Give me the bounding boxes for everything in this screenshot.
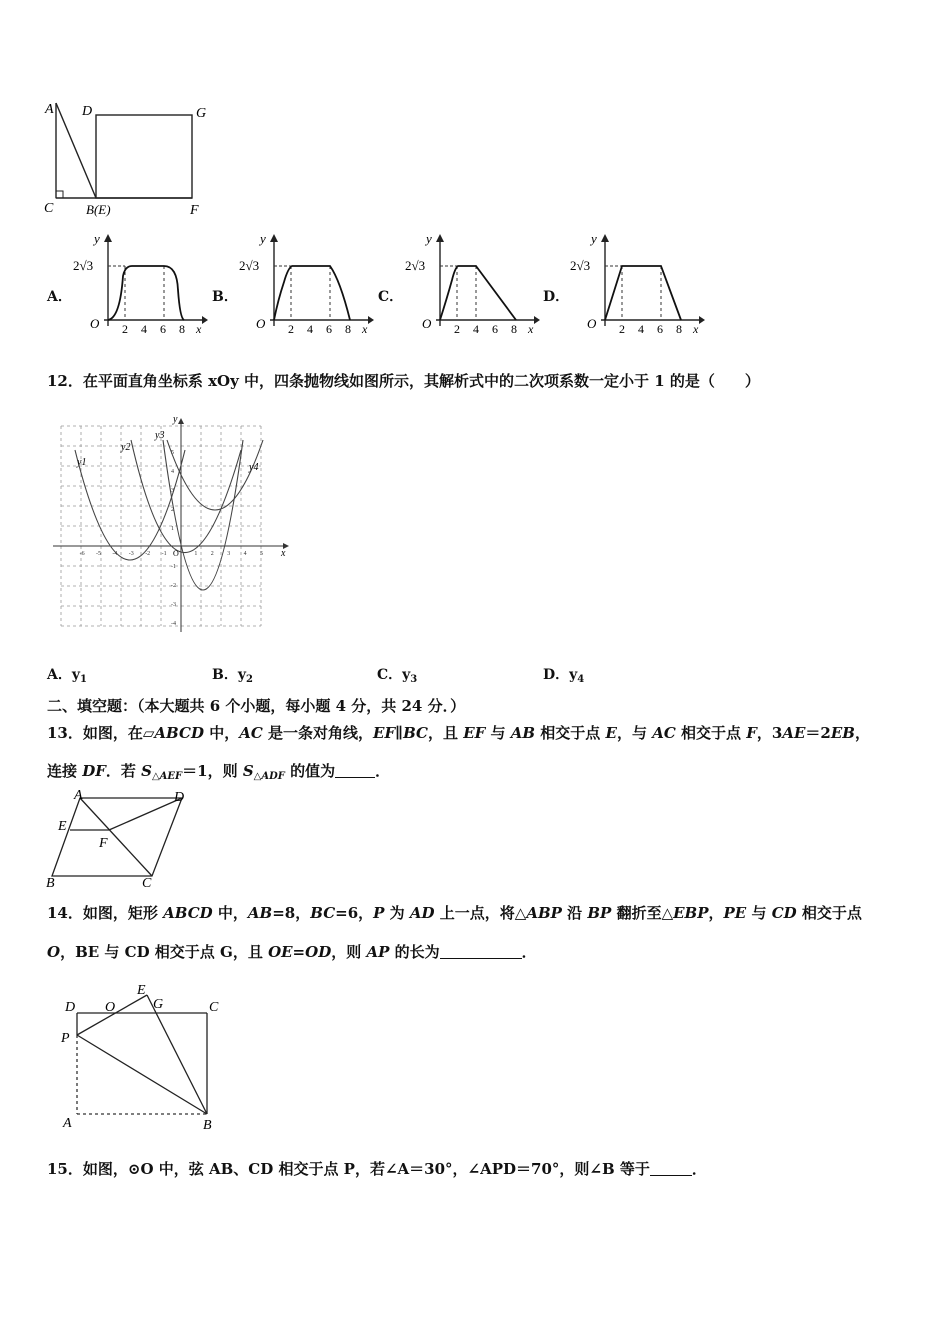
t: =6，: [335, 904, 374, 922]
t: ．: [375, 762, 391, 780]
parabola-y2: [131, 440, 241, 553]
origin-label: O: [256, 316, 266, 331]
value-label: 2√3: [73, 258, 94, 273]
label-d: D: [65, 1000, 76, 1015]
q14-line-2: [47, 941, 537, 962]
tick-8: 8: [345, 322, 351, 335]
m: BC: [310, 904, 336, 922]
y-label: y: [426, 231, 432, 246]
q11-option-a-graph: [70, 230, 210, 339]
diagonal-ac: [80, 798, 152, 876]
q11-option-a-letter[interactable]: A．: [47, 289, 72, 305]
q13-line-2: [47, 760, 390, 782]
t: 沿: [561, 904, 588, 922]
option-var: y: [569, 667, 578, 683]
x-label: x: [362, 322, 368, 335]
option-sub: 2: [245, 674, 253, 685]
value-label: 2√3: [570, 258, 591, 273]
t: 是一条对角线，: [262, 724, 374, 742]
x-tick-label: -6: [79, 551, 85, 557]
t: 相交于点: [535, 724, 606, 742]
label-a: A: [45, 102, 54, 117]
y-arrow: [178, 418, 184, 424]
label-e: E: [137, 983, 146, 998]
label-e: E: [58, 819, 67, 834]
t: ，与: [616, 724, 653, 742]
x-label: x: [528, 322, 534, 335]
label-d: D: [174, 790, 185, 805]
q11-option-d-letter[interactable]: D．: [543, 289, 570, 305]
tick-4: 4: [141, 322, 147, 335]
graph-curve: [274, 266, 350, 320]
q12-option-a[interactable]: [47, 664, 87, 685]
label-d: D: [82, 104, 93, 119]
y-tick-label: -1: [171, 564, 176, 570]
m: ABP: [526, 904, 562, 922]
y-arrow: [104, 234, 112, 242]
answer-blank[interactable]: [335, 763, 375, 778]
label-a: A: [74, 788, 83, 803]
label-be: B(E): [86, 202, 111, 217]
m: DF: [82, 762, 106, 780]
section-2-title: 二、填空题：（本大题共 6 个小题，每小题 4 分，共 24 分．）: [47, 697, 466, 715]
q12-parabola-svg: [45, 410, 295, 635]
tick-2: 2: [619, 322, 625, 335]
y-label: y: [260, 231, 266, 246]
t: 相交于点: [675, 724, 747, 742]
answer-blank[interactable]: [440, 944, 522, 959]
y-tick-label: -2: [171, 583, 176, 589]
t: 的长为: [389, 943, 440, 961]
t: 中，: [212, 904, 248, 922]
tick-8: 8: [179, 322, 185, 335]
m: AE: [782, 724, 806, 742]
q15-text: [47, 1158, 707, 1179]
t: ，3: [756, 724, 783, 742]
m: AB: [247, 904, 273, 922]
m: AC: [652, 724, 676, 742]
m: BC: [403, 724, 428, 742]
label-p: P: [61, 1031, 70, 1046]
label-a: A: [63, 1116, 72, 1131]
x-label: x: [693, 322, 699, 335]
t: 的值为: [284, 762, 336, 780]
tick-4: 4: [473, 322, 479, 335]
x-tick-label: -4: [112, 551, 118, 557]
m: O: [47, 943, 61, 961]
y-label: y: [591, 231, 597, 246]
tick-6: 6: [492, 322, 498, 335]
q12-text: 12．在平面直角坐标系 xOy 中，四条抛物线如图所示，其解析式中的二次项系数一定小于 1 的是（ ）: [47, 372, 760, 390]
t: ＝1，则: [182, 762, 243, 780]
origin-label: O: [587, 316, 597, 331]
x-label: x: [196, 322, 202, 335]
q14-rectangle-figure: [55, 978, 235, 1142]
x-tick-label: -5: [96, 551, 101, 557]
y-tick-label: -4: [171, 621, 176, 627]
m: ABCD: [163, 904, 213, 922]
tick-6: 6: [657, 322, 663, 335]
m: S: [141, 762, 152, 780]
x-arrow: [534, 316, 540, 324]
label-y1: y1: [77, 457, 87, 468]
t: 翻折至△: [611, 904, 674, 922]
y-tick-label: 2: [171, 507, 174, 513]
label-y2: y2: [121, 442, 131, 453]
label-o: O: [105, 1000, 116, 1015]
x-label: x: [281, 548, 286, 559]
option-var: y: [71, 667, 81, 683]
m: EB: [830, 724, 855, 742]
m: OE=OD: [268, 943, 332, 961]
x-tick-label: 5: [260, 551, 263, 557]
t: ，则: [331, 943, 367, 961]
t: 连接: [47, 762, 83, 780]
t: ，BE 与 CD 相交于点 G，且: [60, 943, 269, 961]
right-angle-mark: [56, 191, 63, 198]
x-tick-label: 2: [210, 551, 214, 557]
answer-blank[interactable]: [650, 1161, 692, 1176]
t: ．: [521, 943, 537, 961]
t: ，: [854, 724, 870, 742]
q12-option-c[interactable]: [377, 664, 417, 685]
m: EF: [373, 724, 396, 742]
option-sub: 3: [410, 674, 418, 685]
graph-curve: [440, 266, 516, 320]
tick-2: 2: [454, 322, 460, 335]
t: ．若: [105, 762, 142, 780]
x-tick-label: 4: [243, 551, 247, 557]
m: AP: [366, 943, 390, 961]
tick-6: 6: [326, 322, 332, 335]
q11-option-c-letter[interactable]: C．: [378, 289, 404, 305]
label-g: G: [153, 997, 164, 1012]
m: AD: [409, 904, 435, 922]
m: PE: [723, 904, 747, 922]
y-arrow: [436, 234, 444, 242]
m: F: [746, 724, 757, 742]
origin-label: O: [422, 316, 432, 331]
t: 14．如图，矩形: [47, 904, 164, 922]
label-f: F: [99, 836, 108, 851]
option-letter: C．: [377, 667, 403, 683]
q11-option-b-graph: [236, 230, 376, 339]
x-tick-label: -2: [145, 551, 151, 557]
m: S: [242, 762, 254, 780]
option-var: y: [237, 667, 246, 683]
label-g: G: [196, 106, 207, 121]
m: EBP: [673, 904, 709, 922]
t: ，: [708, 904, 724, 922]
x-ticks: [80, 551, 263, 557]
label-c: C: [209, 1000, 219, 1015]
label-y3: y3: [155, 430, 165, 441]
value-label: 2√3: [405, 258, 426, 273]
t: 与: [485, 724, 511, 742]
t: 与: [746, 904, 772, 922]
tick-8: 8: [676, 322, 682, 335]
q11-main-figure-svg: [40, 95, 220, 225]
q11-option-d-graph: [567, 230, 707, 339]
q12-option-b[interactable]: [212, 664, 253, 685]
y-tick-label: 1: [171, 526, 174, 532]
graph-curve: [108, 266, 184, 320]
label-b: B: [46, 876, 55, 891]
option-var: y: [402, 667, 411, 683]
y-label: y: [173, 414, 178, 425]
y-arrow: [601, 234, 609, 242]
tick-4: 4: [307, 322, 313, 335]
x-tick-label: -3: [128, 551, 134, 557]
t: ．: [691, 1160, 707, 1178]
option-letter: A．: [47, 667, 72, 683]
q11-option-c-graph: [402, 230, 542, 339]
rectangle-defg: [96, 115, 192, 198]
m: △ADF: [253, 771, 285, 782]
m: P: [373, 904, 385, 922]
t: ＝2: [805, 724, 831, 742]
x-arrow: [699, 316, 705, 324]
m: CD: [771, 904, 797, 922]
tick-4: 4: [638, 322, 644, 335]
option-sub: 4: [577, 674, 585, 685]
origin-label: O: [90, 316, 100, 331]
t: 相交于点: [796, 904, 862, 922]
t: 15．如图，⊙O 中，弦 AB、CD 相交于点 P，若∠A＝30°，∠APD＝70°，则∠B 等于: [47, 1160, 650, 1178]
option-letter: B．: [212, 667, 238, 683]
x-tick-label: 1: [194, 551, 198, 557]
label-c: C: [142, 876, 152, 891]
m: BP: [587, 904, 612, 922]
t: 中，: [203, 724, 240, 742]
m: ABCD: [154, 724, 204, 742]
q13-line-1: [47, 722, 870, 743]
t: =8，: [272, 904, 311, 922]
parallelogram-abcd: [52, 798, 182, 876]
y-tick-label: 5: [171, 450, 174, 456]
q12-parabola-graph: [45, 410, 295, 639]
m: EF: [463, 724, 486, 742]
t: ，且: [427, 724, 464, 742]
y-label: y: [94, 231, 100, 246]
origin-label: O: [173, 549, 179, 558]
t: 上一点，将△: [434, 904, 527, 922]
label-c: C: [44, 201, 54, 216]
q13-parallelogram-figure: [42, 786, 202, 895]
x-tick-label: -1: [161, 551, 167, 557]
graph-curve: [605, 266, 681, 320]
y-ticks: [171, 450, 176, 627]
m: AB: [510, 724, 536, 742]
m: AC: [239, 724, 263, 742]
y-tick-label: 3: [171, 488, 174, 494]
y-tick-label: 4: [171, 469, 174, 475]
x-tick-label: 3: [227, 551, 231, 557]
q11-main-figure: [40, 95, 220, 225]
y-tick-label: -3: [171, 602, 176, 608]
label-f: F: [190, 203, 199, 218]
t: ∥: [395, 724, 404, 742]
t: 为: [384, 904, 410, 922]
x-arrow: [202, 316, 208, 324]
tick-2: 2: [122, 322, 128, 335]
tick-6: 6: [160, 322, 166, 335]
option-sub: 1: [80, 674, 87, 685]
x-arrow: [368, 316, 374, 324]
q12-option-d[interactable]: [543, 664, 584, 685]
q11-option-b-letter[interactable]: B．: [212, 289, 238, 305]
value-label: 2√3: [239, 258, 260, 273]
option-letter: D．: [543, 667, 570, 683]
t: 13．如图，在▱: [47, 724, 155, 742]
m: E: [605, 724, 617, 742]
q14-line-1: [47, 902, 862, 923]
tick-2: 2: [288, 322, 294, 335]
m: △AEF: [151, 771, 183, 782]
y-arrow: [270, 234, 278, 242]
tick-8: 8: [511, 322, 517, 335]
label-y4: y4: [249, 462, 259, 473]
label-b: B: [203, 1118, 212, 1133]
